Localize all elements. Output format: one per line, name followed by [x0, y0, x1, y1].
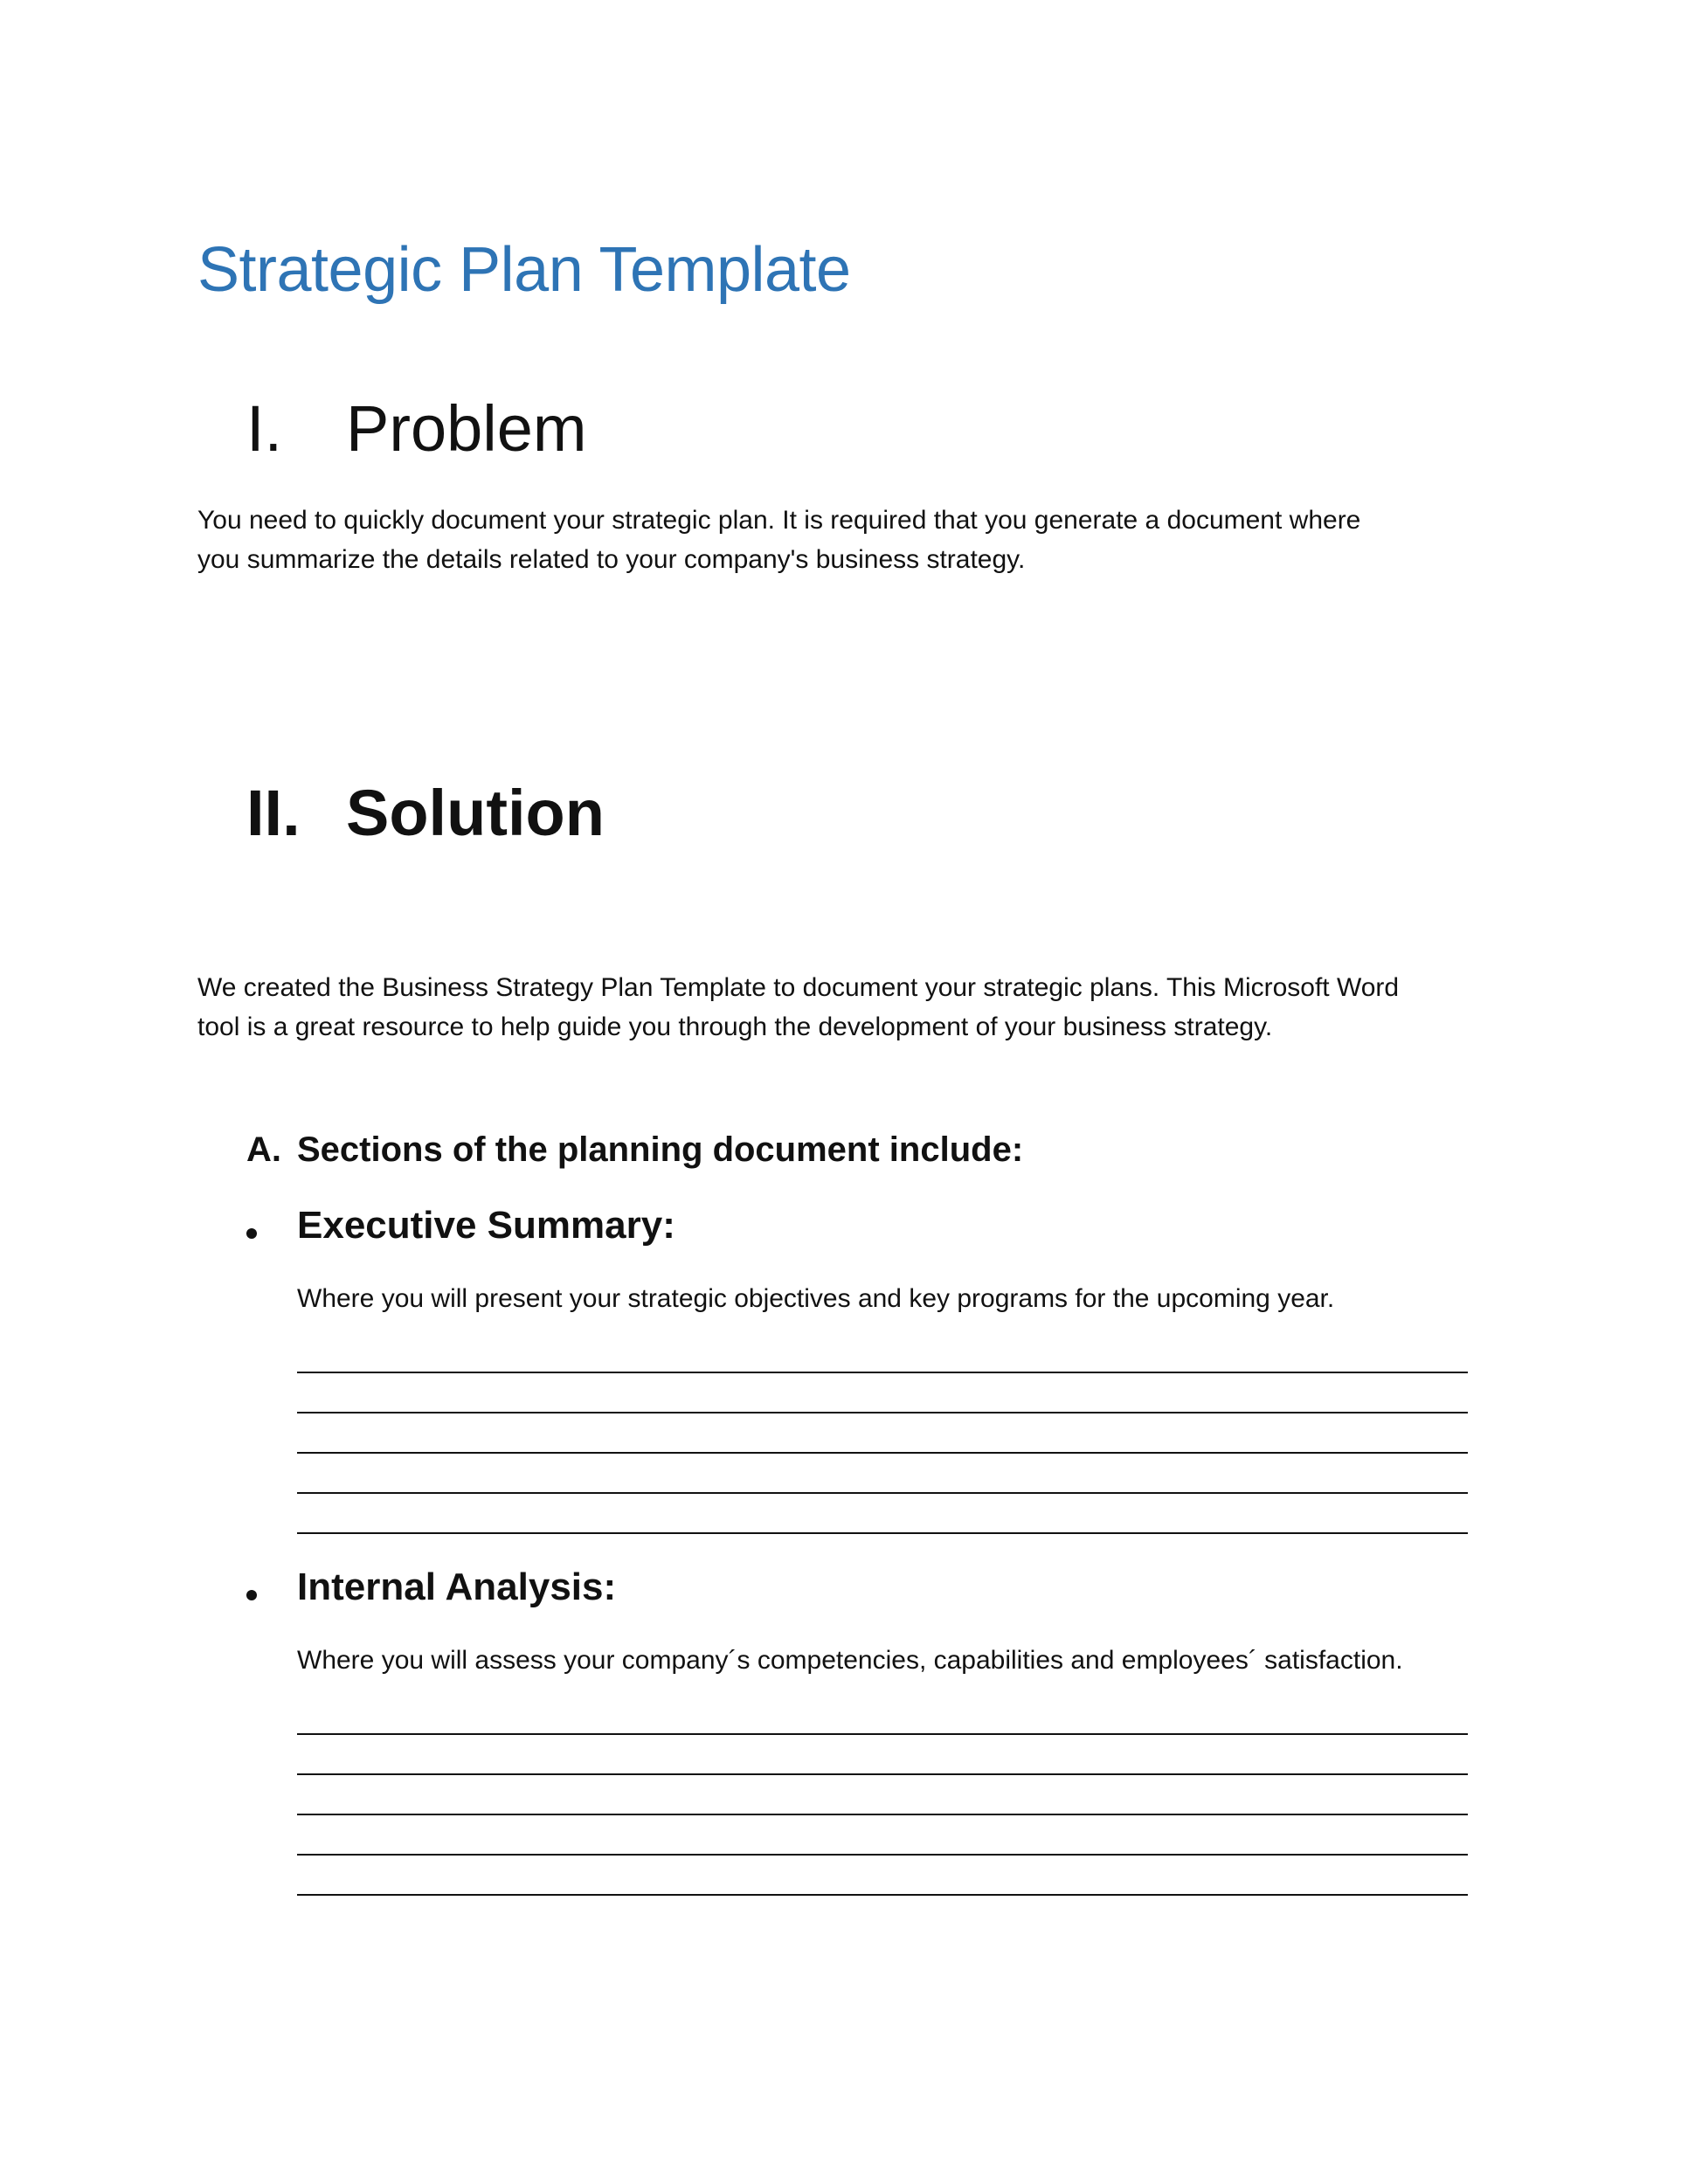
executive-summary-answer-line-2[interactable]: [297, 1412, 1468, 1413]
internal-analysis-answer-line-1[interactable]: [297, 1733, 1468, 1735]
solution-paragraph-line-1: We created the Business Strategy Plan Template to document your strategic plans. This Microsoft Word: [197, 973, 1400, 1002]
solution-paragraph-line-2: tool is a great resource to help guide you through the development of your business strategy.: [197, 1013, 1273, 1041]
executive-summary-answer-line-5[interactable]: [297, 1532, 1468, 1534]
internal-analysis-answer-line-3[interactable]: [297, 1814, 1468, 1815]
internal-analysis-description: Where you will assess your company´s competencies, capabilities and employees´ satisfaction.: [297, 1646, 1403, 1675]
executive-summary-answer-line-1[interactable]: [297, 1372, 1468, 1373]
document-title: Strategic Plan Template: [197, 235, 851, 305]
bullet-icon: [246, 1590, 257, 1600]
subsection-a-label: A.: [246, 1130, 281, 1169]
internal-analysis-heading: Internal Analysis:: [297, 1565, 617, 1608]
internal-analysis-answer-line-4[interactable]: [297, 1854, 1468, 1856]
section-problem-heading: Problem: [346, 392, 587, 465]
executive-summary-description: Where you will present your strategic objectives and key programs for the upcoming year.: [297, 1284, 1335, 1313]
internal-analysis-answer-line-5[interactable]: [297, 1894, 1468, 1896]
section-problem-number: I.: [246, 392, 283, 465]
problem-paragraph-line-1: You need to quickly document your strategic plan. It is required that you generate a document where: [197, 506, 1361, 535]
executive-summary-answer-line-3[interactable]: [297, 1452, 1468, 1454]
internal-analysis-answer-line-2[interactable]: [297, 1773, 1468, 1775]
executive-summary-answer-line-4[interactable]: [297, 1492, 1468, 1494]
executive-summary-heading: Executive Summary:: [297, 1204, 675, 1247]
section-solution-heading: Solution: [346, 777, 605, 849]
subsection-a-heading: Sections of the planning document include:: [297, 1130, 1024, 1169]
problem-paragraph-line-2: you summarize the details related to your company's business strategy.: [197, 545, 1026, 574]
bullet-icon: [246, 1228, 257, 1239]
section-solution-number: II.: [246, 777, 301, 849]
